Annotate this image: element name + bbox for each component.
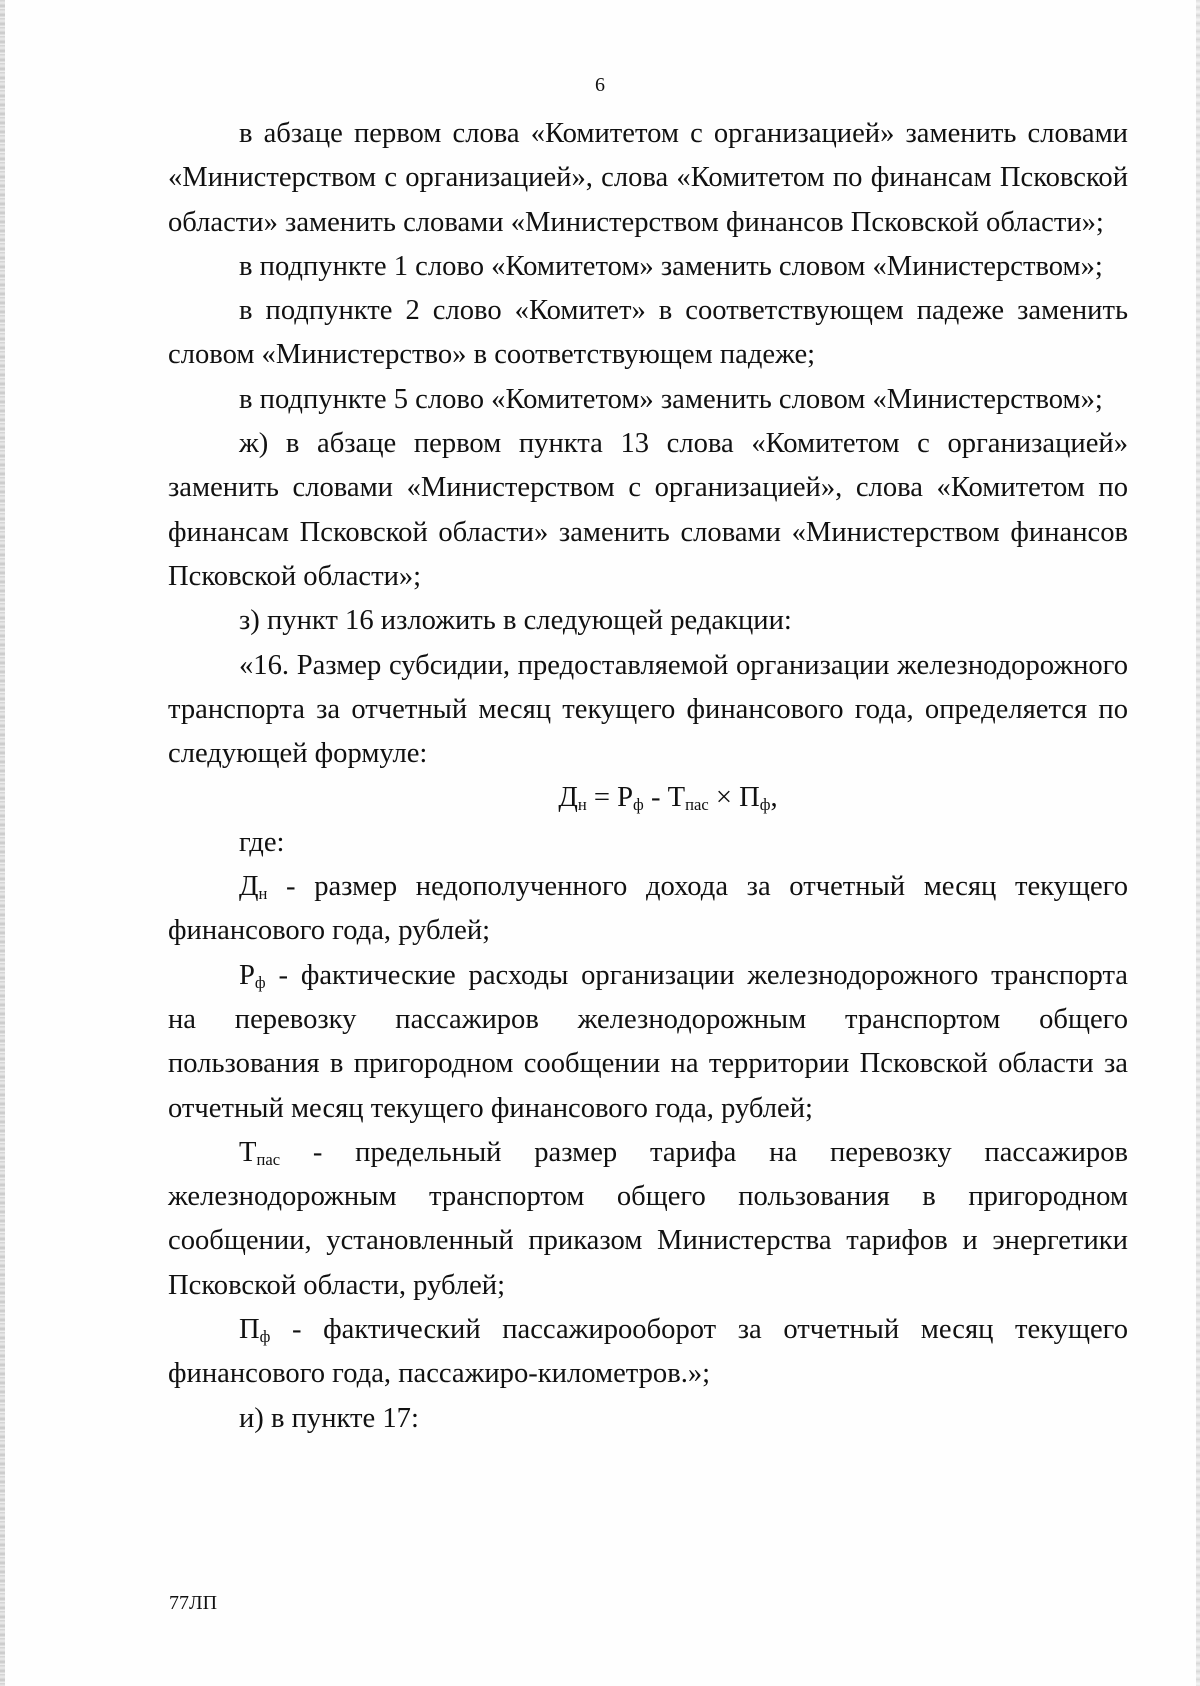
definition-r — [168, 954, 1128, 1131]
formula-p-sub: ф — [759, 795, 771, 815]
paragraph-subpoint-5: в подпункте 5 слово «Комитетом» заменить словом «Министерством»; — [239, 383, 1103, 415]
scan-edge-right — [1196, 0, 1200, 1686]
definition-d — [168, 865, 1128, 954]
formula-minus: - — [643, 782, 668, 814]
formula-p: П — [739, 782, 760, 814]
formula-t: Т — [667, 782, 686, 814]
definition-t — [168, 1131, 1128, 1308]
formula-r-sub: ф — [633, 795, 644, 815]
definition-t-text: - предельный размер тарифа на перевозку пассажиров железнодорожным транспортом общего пользования в пригородном сообщении, установленный приказом Министерства тарифов и энергетики Псковской области, рублей; — [168, 1136, 1128, 1301]
definition-p-text: - фактический пассажирооборот за отчетный месяц текущего финансового года, пассажиро-километров.»; — [168, 1314, 1128, 1390]
formula-end: , — [770, 782, 778, 814]
document-body — [168, 112, 1128, 1441]
formula-eq: = — [586, 782, 618, 814]
definition-t-sub: пас — [256, 1149, 281, 1169]
paragraph-item-z: з) пункт 16 изложить в следующей редакции: — [239, 605, 792, 637]
formula-r: Р — [617, 782, 634, 814]
definition-r-symbol: Р — [239, 959, 255, 991]
where-label: где: — [239, 826, 285, 858]
page-number: 6 — [595, 74, 605, 96]
formula-d: Д — [558, 782, 578, 814]
definition-d-text: - размер недополученного дохода за отчетный месяц текущего финансового года, рублей; — [168, 871, 1128, 947]
footer-document-code: 77ЛП — [169, 1592, 218, 1614]
definition-t-symbol: Т — [239, 1136, 257, 1168]
paragraph-subpoint-2: в подпункте 2 слово «Комитет» в соответствующем падеже заменить словом «Министерство» в соответствующем падеже; — [168, 295, 1128, 371]
definition-p — [168, 1308, 1128, 1397]
definition-r-text: - фактические расходы организации железнодорожного транспорта на перевозку пассажиров железнодорожным транспортом общего пользования в пригородном сообщении на территории Псковской области за отчетный месяц текущего финансового года, рублей; — [168, 959, 1128, 1124]
definition-d-symbol: Д — [239, 871, 259, 903]
formula-times: × — [708, 782, 740, 814]
formula-t-sub: пас — [685, 795, 709, 815]
subsidy-formula — [168, 776, 1128, 820]
paragraph-item-i: и) в пункте 17: — [239, 1402, 419, 1434]
scan-edge-left — [0, 0, 5, 1686]
paragraph-item-zh: ж) в абзаце первом пункта 13 слова «Комитетом с организацией» заменить словами «Министерством с организацией», слова «Комитетом по финансам Псковской области» заменить словами «Министерством финансов Псковской области»; — [168, 428, 1128, 592]
paragraph-point-16: «16. Размер субсидии, предоставляемой организации железнодорожного транспорта за отчетный месяц текущего финансового года, определяется по следующей формуле: — [168, 649, 1128, 770]
definition-r-sub: ф — [254, 972, 266, 992]
definition-d-sub: н — [258, 884, 268, 904]
paragraph-subpoint-1: в подпункте 1 слово «Комитетом» заменить словом «Министерством»; — [239, 250, 1103, 282]
formula-d-sub: н — [577, 795, 587, 815]
definition-p-symbol: П — [239, 1314, 260, 1346]
definition-p-sub: ф — [259, 1327, 271, 1347]
paragraph-first-abzac: в абзаце первом слова «Комитетом с организацией» заменить словами «Министерством с организацией», слова «Комитетом по финансам Псковской области» заменить словами «Министерством финансов Псковской области»; — [168, 118, 1128, 238]
